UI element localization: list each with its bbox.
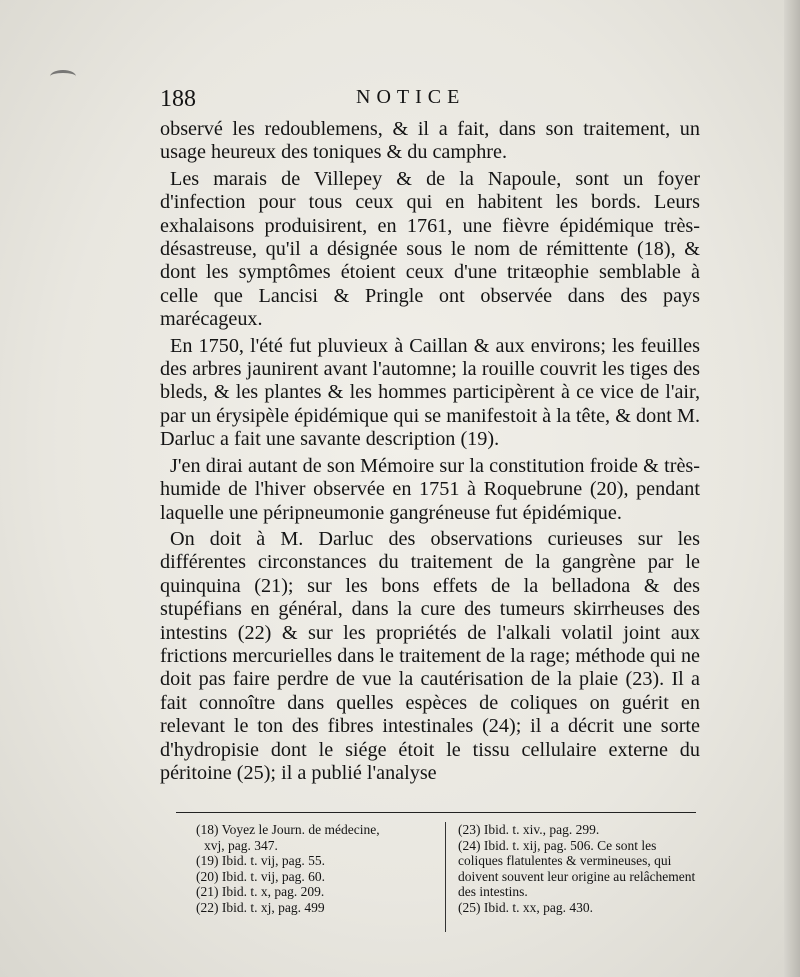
- footnote: (23) Ibid. t. xiv., pag. 299.: [458, 822, 600, 837]
- ink-mark: [50, 70, 76, 83]
- page-header: [160, 86, 720, 114]
- footnote: (19) Ibid. t. vij, pag. 55.: [196, 853, 325, 869]
- footnote: (25) Ibid. t. xx, pag. 430.: [458, 899, 593, 915]
- paragraph: J'en dirai autant de son Mémoire sur la constitution froide & très-humide de l'hiver observée en 1751 à Roquebrune (20), pendant laquelle une péripneumonie gangréneuse fut épidémique.: [160, 454, 700, 524]
- page-gutter-shadow: [784, 0, 800, 977]
- footnotes: [196, 822, 696, 932]
- paragraph: En 1750, l'été fut pluvieux à Caillan & aux environs; les feuilles des arbres jaunirent avant l'automne; la rouille couvrit les tiges des bleds, & les plantes & les hommes participèrent à ce vice de l'air, par un érysipèle épidémique qui se manifestoit à la tête, & dont M. Darluc a fait une savante description (19).: [160, 334, 700, 451]
- paragraph: Les marais de Villepey & de la Napoule, sont un foyer d'infection pour tous ceux qui en habitent les bords. Leurs exhalaisons produisirent, en 1761, une fièvre épidémique très-désastreuse, qu'il a désignée sous le nom de rémittente (18), & dont les symptômes étoient ceux d'une tritæophie semblable à celle que Lancisi & Pringle ont observée dans des pays marécageux.: [160, 167, 700, 331]
- paragraph: On doit à M. Darluc des observations curieuses sur les différentes circonstances du traitement de la gangrène par le quinquina (21); sur les bons effets de la belladona & des stupéfians en général, dans la cure des tumeurs skirrheuses des intestins (22) & sur les propriétés de l'alkali volatil joint aux frictions mercurielles dans le traitement de la rage; méthode qui ne doit pas faire perdre de vue la cautérisation de la plaie (23). Il a fait connoître dans quelles espèces de coliques on guérit en relevant le ton des fibres intestinales (24); il a décrit une sorte d'hydropisie dont le siége étoit le tissu cellulaire externe du péritoine (25); il a publié l'analyse: [160, 527, 700, 784]
- footnotes-right-column: [446, 822, 696, 932]
- footnote: (21) Ibid. t. x, pag. 209.: [196, 884, 325, 900]
- footnote: (22) Ibid. t. xj, pag. 499: [196, 899, 325, 915]
- footnote: (24) Ibid. t. xij, pag. 506. Ce sont les coliques flatulentes & vermineuses, qui doivent souvent leur origine au relâchement des intestins.: [458, 837, 696, 900]
- paragraph: observé les redoublemens, & il a fait, dans son traitement, un usage heureux des toniques & du camphre.: [160, 118, 700, 164]
- footnotes-left-column: [196, 822, 446, 932]
- footnote: (20) Ibid. t. vij, pag. 60.: [196, 868, 325, 884]
- running-title: NOTICE: [356, 86, 466, 108]
- footnote: (18) Voyez le Journ. de médecine,: [196, 822, 380, 837]
- footnote: xvj, pag. 347.: [204, 837, 278, 853]
- page-number: 188: [160, 86, 196, 112]
- main-text: [160, 118, 700, 788]
- footnote-divider: [176, 812, 696, 813]
